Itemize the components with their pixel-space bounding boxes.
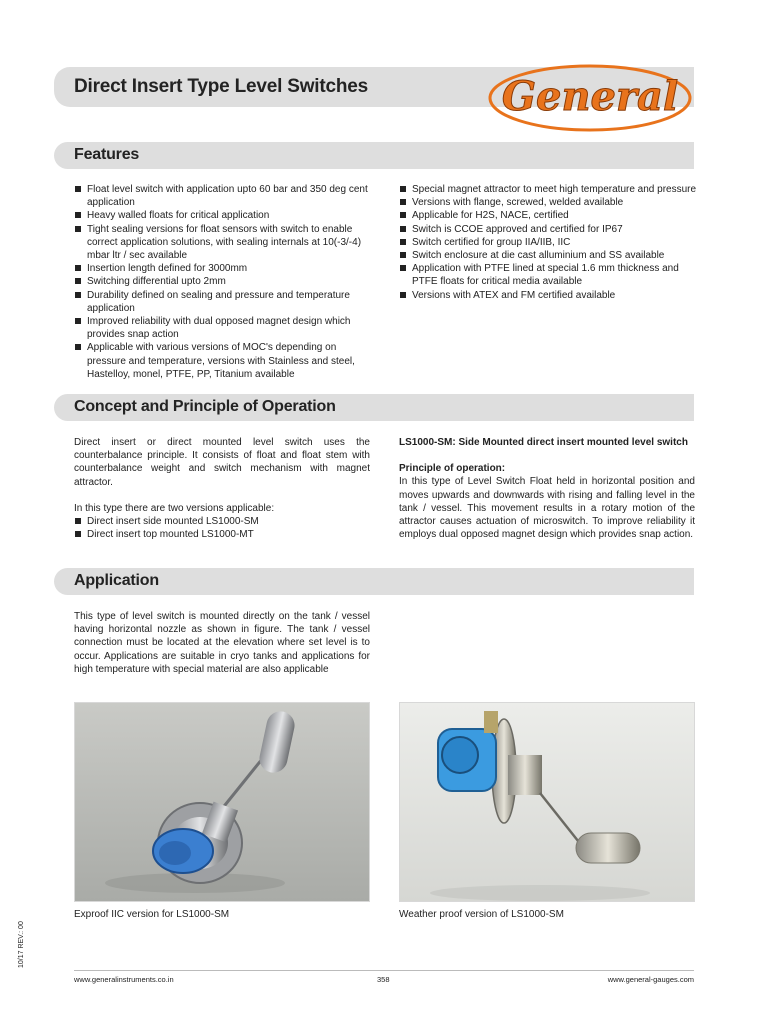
list-item: Switch enclosure at die cast alluminium and SS available [399, 249, 699, 262]
photo-exproof-ls1000-sm [74, 702, 370, 902]
right-photo-caption: Weather proof version of LS1000-SM [399, 909, 564, 920]
list-item: Heavy walled floats for critical application [74, 209, 374, 222]
versions-list [74, 515, 370, 541]
concept-intro: Direct insert or direct mounted level switch uses the counterbalance principle. It consists of float and float stem with counterbalance weight and switch mechanism with magnet attractor. [74, 437, 370, 488]
features-band [54, 142, 694, 169]
list-item: Switch certified for group IIA/IIB, IIC [399, 236, 699, 249]
revision-label: 10/17 REV.: 00 [18, 921, 25, 968]
list-item: Improved reliability with dual opposed magnet design which provides snap action [74, 315, 374, 341]
application-column [74, 610, 370, 676]
features-heading: Features [74, 146, 140, 163]
photo-weatherproof-ls1000-sm [399, 702, 695, 902]
principle-text: In this type of Level Switch Float held in horizontal position and moves upwards and downwards with rising and falling level in the tank / vessel. This movement results in a rotary motion of the attractor causes actuation of microswitch. To improve reliability it employs dual opposed magnet design which provides snap action. [399, 476, 695, 541]
page-number: 358 [377, 975, 390, 984]
list-item: Applicable with various versions of MOC's depending on pressure and temperature, versions with Stainless and steel, Hastelloy, monel, PTFE, PP, Titanium available [74, 341, 374, 381]
list-item: Durability defined on sealing and pressure and temperature application [74, 289, 374, 315]
page-title: Direct Insert Type Level Switches [74, 76, 368, 97]
application-heading: Application [74, 572, 159, 589]
list-item: Direct insert side mounted LS1000-SM [74, 515, 370, 528]
footer-left-url[interactable]: www.generalinstruments.co.in [74, 975, 174, 984]
concept-left-column [74, 436, 370, 541]
switch-illustration-right [400, 703, 694, 901]
list-item: Float level switch with application upto 60 bar and 350 deg cent application [74, 183, 374, 209]
switch-illustration-left [75, 703, 369, 901]
list-item: Insertion length defined for 3000mm [74, 262, 374, 275]
footer-right-url[interactable]: www.general-gauges.com [607, 975, 694, 984]
ls1000-sm-title: LS1000-SM: Side Mounted direct insert mounted level switch [399, 437, 688, 448]
footer-divider [74, 970, 694, 971]
list-item: Versions with ATEX and FM certified available [399, 289, 699, 302]
application-text: This type of level switch is mounted directly on the tank / vessel having horizontal nozzle as shown in figure. The tank / vessel connection must be located at the elevation where set level is to occur. Applications are suitable in cryo tanks and applications for high temperature with special material are also applicable [74, 611, 370, 675]
list-item: Tight sealing versions for float sensors with switch to enable correct application solutions, with sealing internals at 10(-3/-4) mbar ltr / sec available [74, 223, 374, 263]
list-item: Versions with flange, screwed, welded available [399, 196, 699, 209]
list-item: Switching differential upto 2mm [74, 275, 374, 288]
general-logo [484, 58, 696, 138]
list-item: Application with PTFE lined at special 1.6 mm thickness and PTFE floats for critical media available [399, 262, 699, 288]
list-item: Switch is CCOE approved and certified for IP67 [399, 223, 699, 236]
svg-text:General: General [501, 73, 679, 120]
features-left-column [74, 183, 374, 381]
versions-intro: In this type there are two versions applicable: [74, 502, 275, 514]
features-right-column [399, 183, 699, 302]
features-left-list [74, 183, 374, 381]
concept-right-column [399, 436, 695, 541]
principle-label: Principle of operation: [399, 463, 506, 475]
concept-heading: Concept and Principle of Operation [74, 398, 336, 415]
list-item: Direct insert top mounted LS1000-MT [74, 528, 370, 541]
list-item: Applicable for H2S, NACE, certified [399, 209, 699, 222]
features-right-list [399, 183, 699, 302]
left-photo-caption: Exproof IIC version for LS1000-SM [74, 909, 230, 920]
list-item: Special magnet attractor to meet high temperature and pressure [399, 183, 699, 196]
